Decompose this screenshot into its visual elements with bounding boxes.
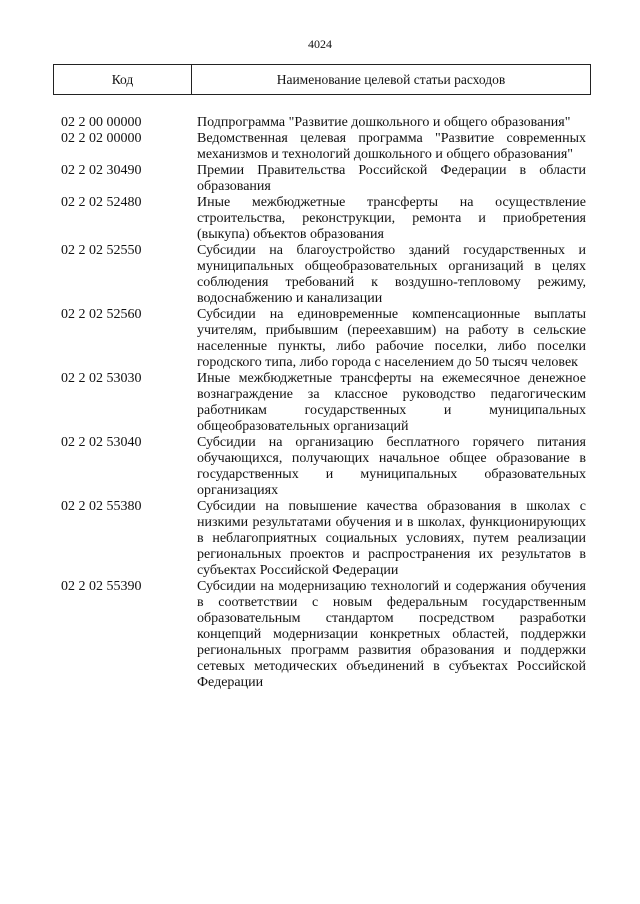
table-row: [61, 435, 586, 499]
row-code: 02 2 02 55380: [61, 499, 142, 514]
header-name: Наименование целевой статьи расходов: [276, 71, 506, 87]
row-name: Ведомственная целевая программа "Развитие современных механизмов и технологий дошкольного и общего образования": [197, 131, 586, 162]
row-code: 02 2 02 53040: [61, 435, 142, 450]
table-row: [61, 371, 586, 435]
row-name: Подпрограмма "Развитие дошкольного и общего образования": [197, 115, 571, 130]
row-name: Субсидии на модернизацию технологий и содержания обучения в соответствии с новым федеральным государственным образовательным стандартом посредством разработки концепций модернизации конкретных областей, поддержки региональных программ развития образования и поддержки сетевых методических объединений в субъектах Российской Федерации: [197, 579, 586, 690]
table-row: [61, 195, 586, 243]
row-name: Субсидии на повышение качества образования в школах с низкими результатами обучения и в школах, функционирующих в неблагоприятных социальных условиях, путем реализации региональных проектов и распространения их результатов в субъектах Российской Федерации: [197, 499, 586, 578]
row-code: 02 2 02 53030: [61, 371, 142, 386]
row-code: 02 2 00 00000: [61, 115, 142, 130]
table-row: [61, 163, 586, 195]
row-code: 02 2 02 30490: [61, 163, 142, 178]
table-row: [61, 307, 586, 371]
table-row: [61, 579, 586, 691]
row-code: 02 2 02 55390: [61, 579, 142, 594]
table-row: [61, 115, 586, 131]
row-name: Субсидии на благоустройство зданий государственных и муниципальных общеобразовательных организаций в целях соблюдения требований к воздушно-тепловому режиму, водоснабжению и канализации: [197, 243, 586, 306]
header-code: Код: [54, 65, 192, 94]
table-header: [53, 64, 591, 95]
table-row: [61, 131, 586, 163]
table-row: [61, 243, 586, 307]
table-body: [61, 115, 586, 691]
row-name: Премии Правительства Российской Федерации в области образования: [197, 163, 586, 194]
row-code: 02 2 02 52560: [61, 307, 142, 322]
row-name: Субсидии на организацию бесплатного горячего питания обучающихся, получающих начальное общее образование в государственных и муниципальных образовательных организациях: [197, 435, 586, 498]
row-code: 02 2 02 52480: [61, 195, 142, 210]
row-name: Субсидии на единовременные компенсационные выплаты учителям, прибывшим (переехавшим) на работу в сельские населенные пункты, либо рабочие поселки, либо поселки городского типа, либо города с населением до 50 тысяч человек: [197, 307, 586, 370]
table-row: [61, 499, 586, 579]
row-code: 02 2 02 52550: [61, 243, 142, 258]
row-name: Иные межбюджетные трансферты на ежемесячное денежное вознаграждение за классное руководство педагогическим работникам государственных и муниципальных общеобразовательных организаций: [197, 371, 586, 434]
row-name: Иные межбюджетные трансферты на осуществление строительства, реконструкции, ремонта и приобретения (выкупа) объектов образования: [197, 195, 586, 242]
row-code: 02 2 02 00000: [61, 131, 142, 146]
page-number: 4024: [308, 37, 332, 51]
